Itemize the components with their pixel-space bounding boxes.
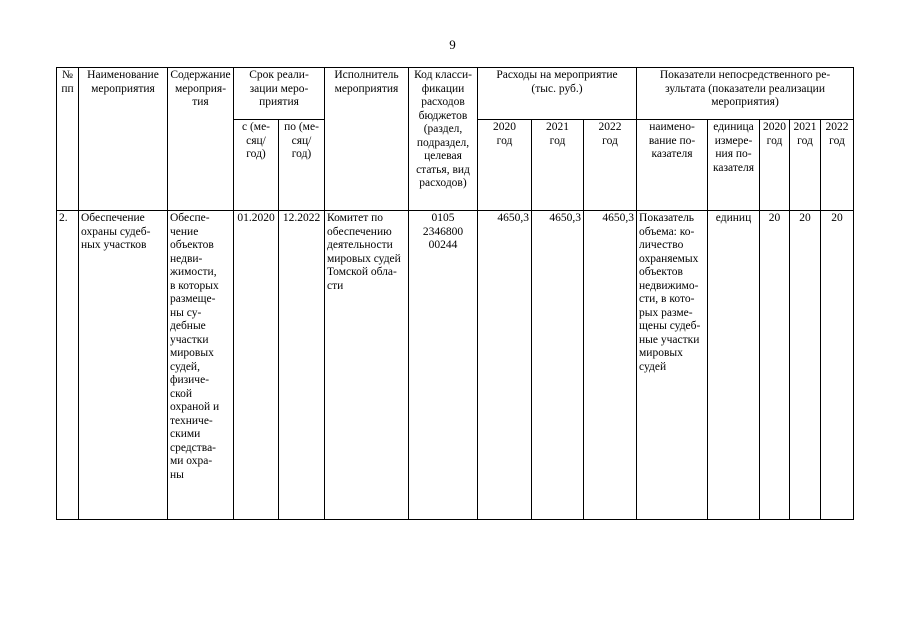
page-number: 9 — [449, 37, 456, 52]
cell-content: Обеспе- чение объектов недви- жимости, в которых размеще- ны су- дебные участки мировых судей, физиче- ской охраной и техниче- скими средства- ми охра- ны — [168, 211, 234, 520]
header-row-1 — [57, 68, 854, 120]
cell-num: 2. — [57, 211, 79, 520]
table-row — [57, 211, 854, 520]
header-expenses: Расходы на мероприятие (тыс. руб.) — [478, 68, 637, 120]
header-ind-name: наимено- вание по- казателя — [637, 120, 708, 211]
cell-term-to: 12.2022 — [279, 211, 325, 520]
header-content: Содержание мероприя- тия — [168, 68, 234, 211]
cell-ind-unit: единиц — [708, 211, 760, 520]
cell-ind-2022: 20 — [821, 211, 854, 520]
cell-code: 0105 2346800 00244 — [409, 211, 478, 520]
header-exp-2022: 2022 год — [584, 120, 637, 211]
cell-executor: Комитет по обеспечению деятельности мировых судей Томской обла- сти — [325, 211, 409, 520]
header-num: № пп — [57, 68, 79, 211]
header-term-from: с (ме- сяц/ год) — [234, 120, 279, 211]
cell-exp-2020: 4650,3 — [478, 211, 532, 520]
measures-table — [56, 67, 854, 520]
header-exp-2020: 2020 год — [478, 120, 532, 211]
cell-name: Обеспечение охраны судеб- ных участков — [79, 211, 168, 520]
cell-exp-2021: 4650,3 — [532, 211, 584, 520]
header-name: Наименование мероприятия — [79, 68, 168, 211]
header-code: Код класси- фикации расходов бюджетов (раздел, подраздел, целевая статья, вид расходов) — [409, 68, 478, 211]
header-term-to: по (ме- сяц/ год) — [279, 120, 325, 211]
cell-ind-2021: 20 — [790, 211, 821, 520]
cell-ind-2020: 20 — [760, 211, 790, 520]
header-ind-2021: 2021 год — [790, 120, 821, 211]
header-ind-2022: 2022 год — [821, 120, 854, 211]
cell-term-from: 01.2020 — [234, 211, 279, 520]
header-ind-unit: единица измере- ния по- казателя — [708, 120, 760, 211]
header-indicators: Показатели непосредственного ре- зультата (показатели реализации мероприятия) — [637, 68, 854, 120]
header-executor: Исполнитель мероприятия — [325, 68, 409, 211]
header-exp-2021: 2021 год — [532, 120, 584, 211]
cell-ind-name: Показатель объема: ко- личество охраняемых объектов недвижимо- сти, в кото- рых разме- щены судеб- ные участки мировых судей — [637, 211, 708, 520]
header-term: Срок реали- зации меро- приятия — [234, 68, 325, 120]
cell-exp-2022: 4650,3 — [584, 211, 637, 520]
header-ind-2020: 2020 год — [760, 120, 790, 211]
